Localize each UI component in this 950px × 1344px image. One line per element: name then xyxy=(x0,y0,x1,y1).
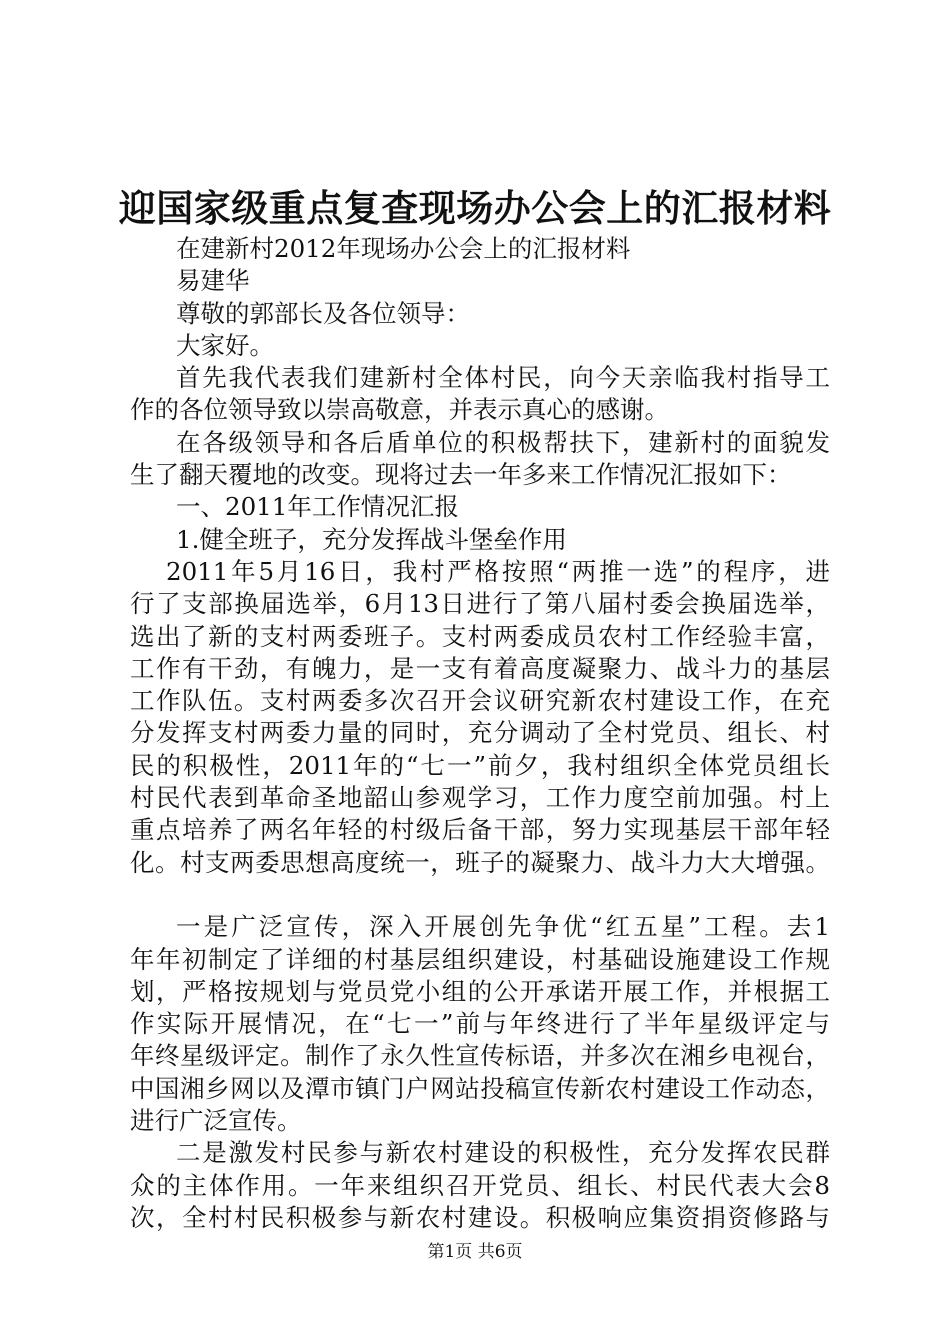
document-body xyxy=(130,233,830,1234)
paragraph-line: 年终星级评定。制作了永久性宣传标语，并多次在湘乡电视台， xyxy=(130,1041,830,1071)
paragraph-line: 重点培养了两名年轻的村级后备干部，努力实现基层干部年轻 xyxy=(130,815,830,845)
paragraph-line: 化。村支两委思想高度统一，班子的凝聚力、战斗力大大增强。 xyxy=(130,847,830,877)
paragraph-line: 在各级领导和各后盾单位的积极帮扶下，建新村的面貌发 xyxy=(176,427,830,457)
paragraph-line: 工作队伍。支村两委多次召开会议研究新农村建设工作，在充 xyxy=(130,686,830,716)
paragraph-line: 众的主体作用。一年来组织召开党员、组长、村民代表大会8 xyxy=(130,1170,830,1200)
page-footer: 第1页 共6页 xyxy=(427,1242,523,1262)
section-heading: 一、2011年工作情况汇报 xyxy=(176,492,459,522)
author-line: 易建华 xyxy=(176,266,250,296)
paragraph-line: 选出了新的支村两委班子。支村两委成员农村工作经验丰富， xyxy=(130,621,830,651)
paragraph-line: 2011年5月16日，我村严格按照“两推一选”的程序，进 xyxy=(166,556,830,586)
paragraph-line: 作的各位领导致以崇高敬意，并表示真心的感谢。 xyxy=(130,395,669,425)
subsection-heading: 1.健全班子，充分发挥战斗堡垒作用 xyxy=(176,524,567,554)
paragraph-line: 年年初制定了详细的村基层组织建设，村基础设施建设工作规 xyxy=(130,944,830,974)
paragraph-line: 二是激发村民参与新农村建设的积极性，充分发挥农民群 xyxy=(176,1138,830,1168)
greeting-line: 大家好。 xyxy=(176,330,274,360)
paragraph-line: 进行广泛宣传。 xyxy=(130,1106,302,1136)
paragraph-line: 民的积极性，2011年的“七一”前夕，我村组织全体党员组长 xyxy=(130,750,830,780)
paragraph-line: 首先我代表我们建新村全体村民，向今天亲临我村指导工 xyxy=(176,363,830,393)
paragraph-line: 行了支部换届选举，6月13日进行了第八届村委会换届选举， xyxy=(130,589,830,619)
paragraph-line: 划，严格按规划与党员党小组的公开承诺开展工作，并根据工 xyxy=(130,976,830,1006)
paragraph-line: 中国湘乡网以及潭市镇门户网站投稿宣传新农村建设工作动态， xyxy=(130,1073,830,1103)
paragraph-line: 村民代表到革命圣地韶山参观学习，工作力度空前加强。村上 xyxy=(130,783,830,813)
subtitle-line: 在建新村2012年现场办公会上的汇报材料 xyxy=(176,234,631,263)
paragraph-line: 生了翻天覆地的改变。现将过去一年多来工作情况汇报如下： xyxy=(130,460,792,490)
document-title: 迎国家级重点复查现场办公会上的汇报材料 xyxy=(118,186,832,230)
paragraph-line: 工作有干劲，有魄力，是一支有着高度凝聚力、战斗力的基层 xyxy=(130,653,830,683)
paragraph-line: 次，全村村民积极参与新农村建设。积极响应集资捐资修路与 xyxy=(130,1202,830,1232)
paragraph-line: 一是广泛宣传，深入开展创先争优“红五星”工程。去1 xyxy=(176,912,830,942)
paragraph-gap xyxy=(130,879,830,911)
paragraph-line: 分发挥支村两委力量的同时，充分调动了全村党员、组长、村 xyxy=(130,718,830,748)
paragraph-line: 作实际开展情况，在“七一”前与年终进行了半年星级评定与 xyxy=(130,1009,830,1039)
salutation-line: 尊敬的郭部长及各位领导： xyxy=(176,298,470,328)
